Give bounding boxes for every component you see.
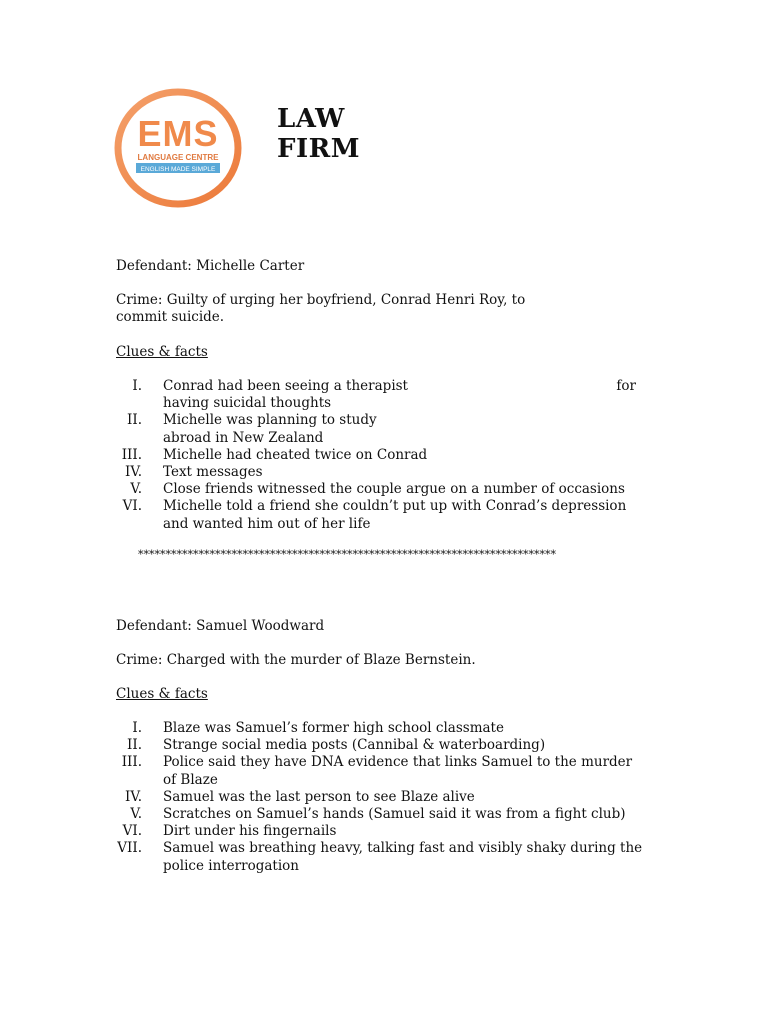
item-number: V.: [130, 806, 142, 823]
page-title: [277, 104, 360, 164]
logo-line1: LANGUAGE CENTRE: [137, 153, 219, 162]
item-text: Strange social media posts (Cannibal & waterboarding): [163, 737, 546, 754]
list-item: [116, 447, 646, 464]
list-item: [116, 823, 646, 840]
item-text: abroad in New Zealand: [163, 429, 324, 446]
list-item: [116, 498, 646, 532]
item-number: III.: [121, 446, 142, 463]
item-number: II.: [127, 412, 142, 429]
ems-logo: [114, 88, 242, 208]
item-number: VI.: [122, 823, 142, 840]
clues-heading-1: Clues & facts: [116, 344, 208, 360]
defendant-1: Defendant: Michelle Carter: [116, 258, 305, 274]
separator: ****************************************************************************: [138, 548, 556, 561]
clues-heading-2: Clues & facts: [116, 686, 208, 702]
item-text: Text messages: [163, 464, 263, 481]
crime-2: Crime: Charged with the murder of Blaze Bernstein.: [116, 652, 476, 668]
list-item: [116, 378, 646, 412]
item-text: Samuel was the last person to see Blaze alive: [163, 788, 475, 805]
logo-mark: EMS: [137, 113, 219, 154]
item-text: Close friends witnessed the couple argue on a number of occasions: [163, 481, 625, 498]
list-item: [116, 481, 646, 498]
item-number: II.: [127, 737, 142, 754]
clues-list-1: [116, 378, 646, 533]
clues-list-2: [116, 720, 646, 875]
item-text: Police said they have DNA evidence that links Samuel to the murder of Blaze: [163, 754, 633, 788]
list-item: [116, 754, 646, 788]
item-text: Michelle told a friend she couldn’t put up with Conrad’s depression and wanted him out of her life: [163, 498, 627, 532]
item-number: VI.: [122, 498, 142, 515]
item-number: III.: [121, 754, 142, 771]
list-item: [116, 789, 646, 806]
item-number: V.: [130, 481, 142, 498]
list-item: [116, 720, 646, 737]
crime-1: Crime: Guilty of urging her boyfriend, Conrad Henri Roy, to commit suicide.: [116, 292, 526, 325]
item-number: IV.: [124, 788, 142, 805]
defendant-2: Defendant: Samuel Woodward: [116, 618, 325, 634]
item-text: having suicidal thoughts: [163, 395, 332, 412]
item-text: Scratches on Samuel’s hands (Samuel said it was from a fight club): [163, 806, 626, 823]
list-item: [116, 840, 646, 874]
item-text: Blaze was Samuel’s former high school classmate: [163, 720, 504, 736]
item-number: I.: [132, 720, 142, 736]
item-text: for: [616, 378, 636, 394]
list-item: [116, 412, 646, 446]
item-text: Michelle was planning to study: [163, 412, 377, 429]
title-line-1: LAW: [277, 104, 345, 134]
item-text: Samuel was breathing heavy, talking fast and visibly shaky during the police interrogation: [163, 840, 643, 874]
item-text: Michelle had cheated twice on Conrad: [163, 446, 428, 463]
item-number: VII.: [117, 840, 142, 857]
list-item: [116, 737, 646, 754]
list-item: [116, 806, 646, 823]
item-text: Dirt under his fingernails: [163, 823, 337, 840]
list-item: [116, 464, 646, 481]
item-number: I.: [132, 378, 142, 394]
title-line-2: FIRM: [277, 134, 361, 164]
item-text: Conrad had been seeing a therapist: [163, 378, 408, 394]
item-number: IV.: [124, 464, 142, 481]
logo-line2: ENGLISH MADE SIMPLE: [140, 166, 216, 173]
